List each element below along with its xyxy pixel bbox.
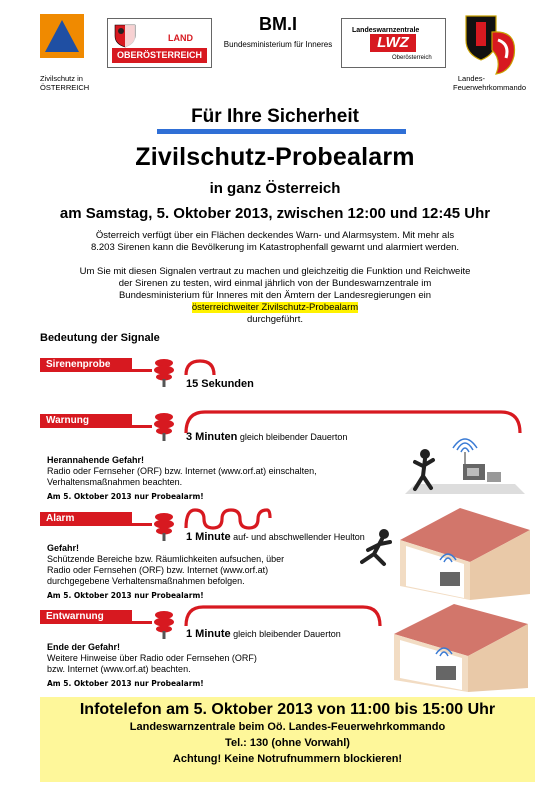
- zivilschutz-logo: [40, 14, 84, 58]
- lwz-top: Landeswarnzentrale: [352, 27, 420, 34]
- intro-p2-line3: Bundesministerium für Inneres mit den Ämtern der Landesregierungen ein: [118, 290, 432, 301]
- lfk-caption-line1: Landes-: [457, 74, 485, 83]
- alarm-line: [132, 523, 152, 526]
- entwarnung-probe: Am 5. Oktober 2013 nur Probealarm!: [47, 679, 204, 688]
- warnung-probe: Am 5. Oktober 2013 nur Probealarm!: [47, 492, 204, 501]
- date-subtitle: am Samstag, 5. Oktober 2013, zwischen 12:00 und 12:45 Uhr: [59, 205, 491, 222]
- entwarnung-description: [47, 642, 257, 689]
- warnung-label: Warnung: [40, 414, 132, 428]
- intro-highlight: österreichweiter Zivilschutz-Probealarm: [191, 302, 359, 313]
- warnung-duration: [186, 432, 347, 443]
- warnung-duration-bold: 3 Minuten: [186, 431, 238, 443]
- lwz-main: LWZ: [370, 34, 416, 52]
- sirenenprobe-label: Sirenenprobe: [40, 358, 132, 372]
- info-warning: Achtung! Keine Notrufnummern blockieren!: [172, 753, 403, 765]
- house-all-clear-illustration: [388, 604, 530, 694]
- info-headline: Infotelefon am 5. Oktober 2013 von 11:00 bis 15:00 Uhr: [79, 701, 496, 718]
- alarm-probe: Am 5. Oktober 2013 nur Probealarm!: [47, 591, 204, 600]
- lwz-logo: [341, 18, 446, 68]
- siren-icon: [151, 512, 177, 542]
- alarm-duration: [186, 532, 365, 543]
- warnung-heading: Herannahende Gefahr!: [47, 455, 145, 465]
- zivilschutz-caption: [40, 74, 89, 92]
- alarm-line2: Radio oder Fernsehen (ORF) bzw. Internet (www.orf.at): [47, 565, 269, 575]
- bmi-title: BM.I: [259, 14, 297, 34]
- entwarnung-line2: bzw. Internet (www.orf.at) beachten.: [47, 664, 191, 674]
- short-tone-curve: [183, 358, 217, 376]
- info-tel-number: 130: [246, 737, 269, 749]
- warnung-duration-rest: gleich bleibender Dauerton: [237, 432, 348, 442]
- info-phone: [40, 737, 535, 749]
- all-clear-tone-curve: [183, 603, 383, 627]
- info-tel-note: (ohne Vorwahl): [268, 737, 350, 749]
- kicker-underline: [157, 129, 406, 134]
- warnung-description: [47, 455, 317, 502]
- entwarnung-heading: Ende der Gefahr!: [47, 642, 121, 652]
- land-ooe-logo: [107, 18, 212, 68]
- zivilschutz-caption-line2: ÖSTERREICH: [40, 83, 90, 92]
- info-tel-label: Tel.:: [225, 737, 247, 749]
- location-subtitle: in ganz Österreich: [209, 180, 341, 197]
- entwarnung-duration-bold: 1 Minute: [186, 628, 231, 640]
- kicker-title: Für Ihre Sicherheit: [191, 106, 359, 127]
- warnung-line1: Radio oder Fernseher (ORF) bzw. Internet (www.orf.at) einschalten,: [47, 466, 317, 476]
- lfk-caption-line2: Feuerwehrkommando: [453, 83, 526, 92]
- alarm-duration-bold: 1 Minute: [186, 531, 231, 543]
- feuerwehr-emblem-icon: [462, 10, 522, 76]
- bmi-logo: [223, 14, 333, 49]
- alarm-duration-rest: auf- und abschwellender Heulton: [230, 532, 365, 542]
- lfk-caption: [418, 74, 533, 92]
- ooe-coat-of-arms-icon: [112, 22, 138, 48]
- warnung-line2: Verhaltensmaßnahmen beachten.: [47, 477, 183, 487]
- house-shelter-illustration: [360, 506, 532, 602]
- sirenenprobe-line: [132, 369, 152, 372]
- siren-icon: [151, 358, 177, 388]
- intro-p1-line1: Österreich verfügt über ein Flächen deckendes Warn- und Alarmsystem. Mit mehr als: [95, 230, 455, 241]
- entwarnung-duration: [186, 629, 341, 640]
- entwarnung-label: Entwarnung: [40, 610, 132, 624]
- siren-icon: [151, 610, 177, 640]
- info-line1: Landeswarnzentrale beim Oö. Landes-Feuerwehrkommando: [129, 721, 446, 733]
- intro-p2-line1: Um Sie mit diesen Signalen vertraut zu machen und gleichzeitig die Funktion und Reichweite: [79, 266, 471, 277]
- alarm-description: [47, 543, 284, 601]
- radio-listener-illustration: [405, 434, 525, 496]
- alarm-line1: Schützende Bereiche bzw. Räumlichkeiten aufsuchen, über: [47, 554, 285, 564]
- feuerwehr-logo: [462, 10, 522, 76]
- warnung-line: [132, 425, 152, 428]
- intro-p2-line2: der Sirenen zu testen, wird einmal jährlich von der Bundeswarnzentrale im: [118, 278, 432, 289]
- alarm-line3: durchgegebene Verhaltensmaßnahmen befolgen.: [47, 576, 245, 586]
- intro-p2-line5: durchgeführt.: [247, 314, 303, 325]
- intro-p1-line2: 8.203 Sirenen kann die Bevölkerung im Katastrophenfall gewarnt und alarmiert werden.: [90, 242, 460, 253]
- info-box: [40, 697, 535, 782]
- alarm-heading: Gefahr!: [47, 543, 80, 553]
- land-logo-line1: LAND: [168, 33, 193, 43]
- entwarnung-duration-rest: gleich bleibender Dauerton: [230, 629, 341, 639]
- intro-paragraph-1: [0, 230, 550, 254]
- wailing-tone-curve: [183, 506, 273, 530]
- sirenenprobe-duration: 15 Sekunden: [186, 378, 254, 390]
- lwz-bottom: Oberösterreich: [392, 55, 432, 61]
- zivilschutz-caption-line1: Zivilschutz in: [40, 74, 83, 83]
- entwarnung-line1: Weitere Hinweise über Radio oder Fernsehen (ORF): [47, 653, 257, 663]
- main-title: Zivilschutz-Probealarm: [135, 143, 415, 171]
- siren-icon: [151, 412, 177, 442]
- alarm-label: Alarm: [40, 512, 132, 526]
- signals-heading: Bedeutung der Signale: [40, 332, 160, 344]
- land-logo-line2: OBERÖSTERREICH: [112, 48, 207, 63]
- entwarnung-line: [132, 621, 152, 624]
- bmi-subtitle: Bundesministerium für Inneres: [223, 40, 333, 49]
- intro-paragraph-2: [0, 266, 550, 326]
